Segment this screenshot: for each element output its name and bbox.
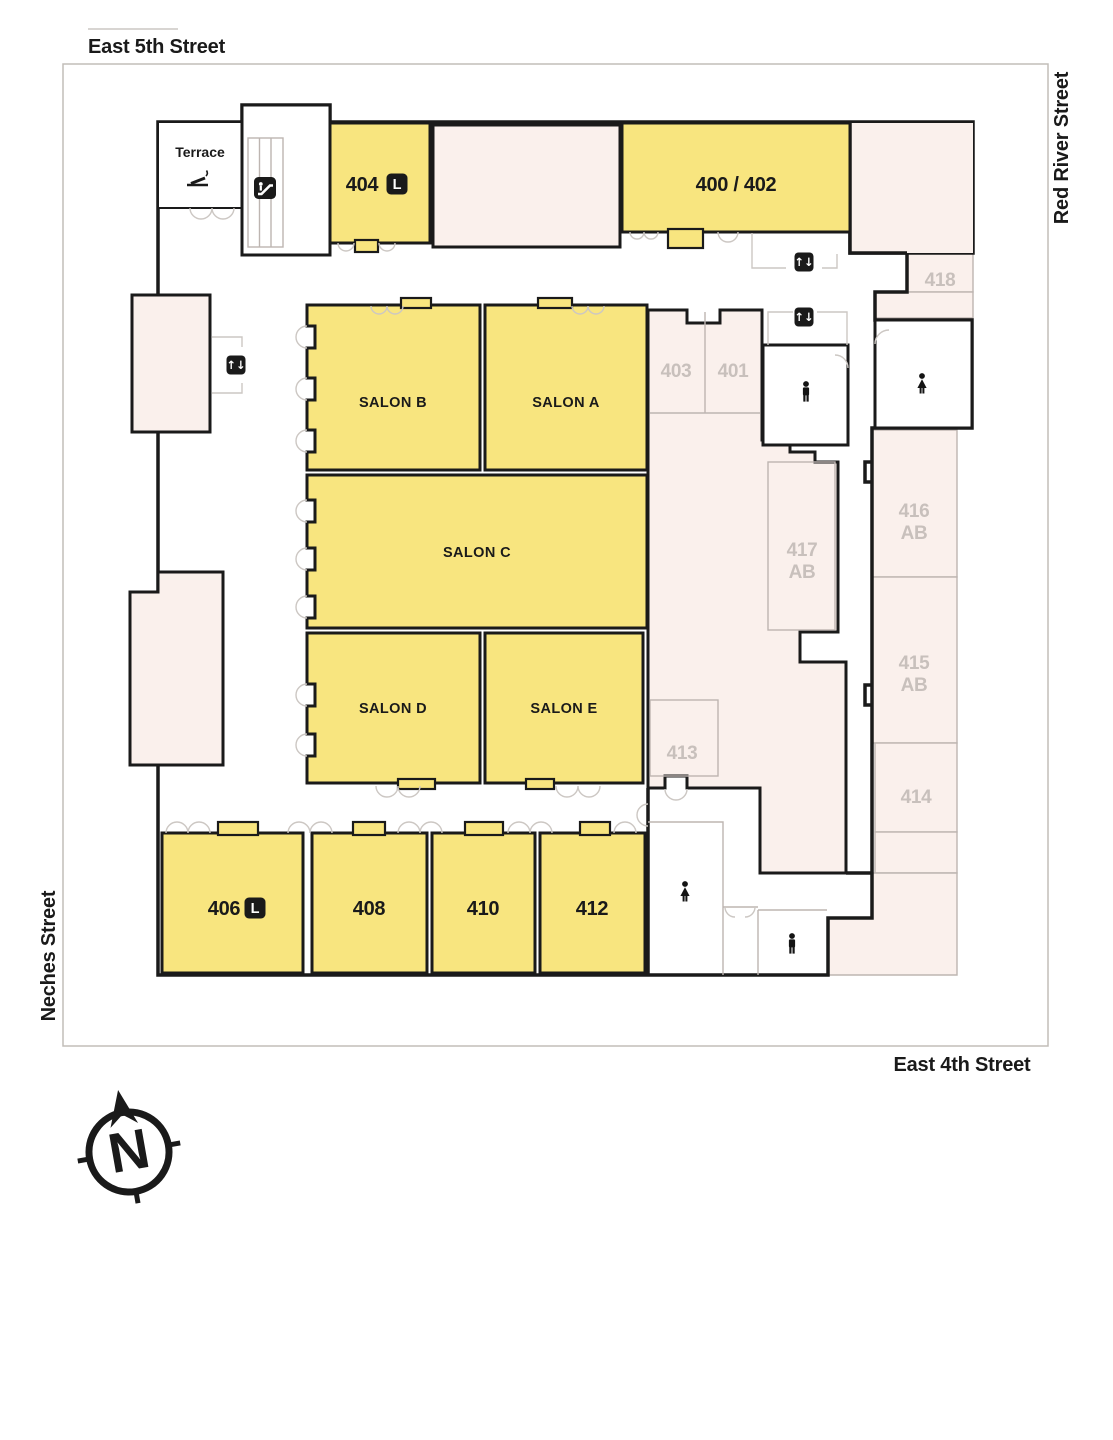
freight-lift-badge bbox=[387, 174, 408, 195]
room-400-402-label: 400 / 402 bbox=[695, 174, 777, 196]
room-408-label: 408 bbox=[352, 898, 386, 920]
room-404-label: 404 bbox=[345, 174, 379, 196]
salon-e-label: SALON E bbox=[530, 701, 598, 717]
room-406-label: 406 bbox=[207, 898, 241, 920]
street-label-west: Neches Street bbox=[38, 890, 60, 1022]
freight-lift-badge bbox=[245, 898, 266, 919]
room-415-label-line2: AB bbox=[900, 675, 928, 696]
room-band-shape bbox=[875, 292, 973, 318]
svg-text:L: L bbox=[392, 177, 402, 194]
svg-text:↑↓: ↑↓ bbox=[226, 358, 246, 373]
room-413-label: 413 bbox=[666, 743, 698, 764]
room-400-402-door-tab bbox=[668, 229, 703, 248]
room-410-label: 410 bbox=[466, 898, 500, 920]
compass-north-letter: N bbox=[103, 1115, 155, 1186]
terrace-label: Terrace bbox=[175, 144, 225, 160]
svg-text:↑↓: ↑↓ bbox=[794, 310, 814, 325]
salon-c-label: SALON C bbox=[442, 545, 512, 561]
salon-b-shape bbox=[307, 305, 480, 470]
room-417-label-line2: AB bbox=[788, 562, 816, 583]
room-415-label-line1: 415 bbox=[898, 653, 930, 674]
room-416-label-line2: AB bbox=[900, 523, 928, 544]
northeast-service-area bbox=[850, 123, 973, 253]
room-417-label-line1: 417 bbox=[786, 540, 818, 561]
compass-rose-icon bbox=[67, 1081, 189, 1212]
escalator-icon bbox=[254, 177, 276, 199]
room-404-door-tab bbox=[355, 240, 378, 252]
terrace-room bbox=[158, 122, 242, 208]
room-416-label-line1: 416 bbox=[898, 501, 930, 522]
west-room-upper bbox=[132, 295, 210, 432]
room-418-label: 418 bbox=[924, 270, 956, 291]
svg-text:↑↓: ↑↓ bbox=[794, 255, 814, 270]
salon-d-label: SALON D bbox=[358, 701, 428, 717]
room-band2-shape bbox=[875, 832, 957, 873]
elevator-icon bbox=[794, 253, 813, 272]
street-label-east: Red River Street bbox=[1051, 71, 1073, 225]
room-401-label: 401 bbox=[717, 361, 749, 382]
street-label-south: East 4th Street bbox=[893, 1054, 1031, 1076]
salon-b-label: SALON B bbox=[358, 395, 428, 411]
west-room-lower bbox=[130, 572, 223, 765]
room-414-label: 414 bbox=[900, 787, 932, 808]
north-service-room bbox=[433, 125, 620, 247]
elevator-icon bbox=[794, 308, 813, 327]
room-412-label: 412 bbox=[575, 898, 609, 920]
room-403-label: 403 bbox=[660, 361, 692, 382]
elevator-icon bbox=[226, 356, 245, 375]
street-label-north: East 5th Street bbox=[88, 36, 226, 58]
svg-text:L: L bbox=[250, 901, 260, 918]
salon-a-label: SALON A bbox=[532, 395, 600, 411]
salon-a-shape bbox=[485, 305, 647, 470]
